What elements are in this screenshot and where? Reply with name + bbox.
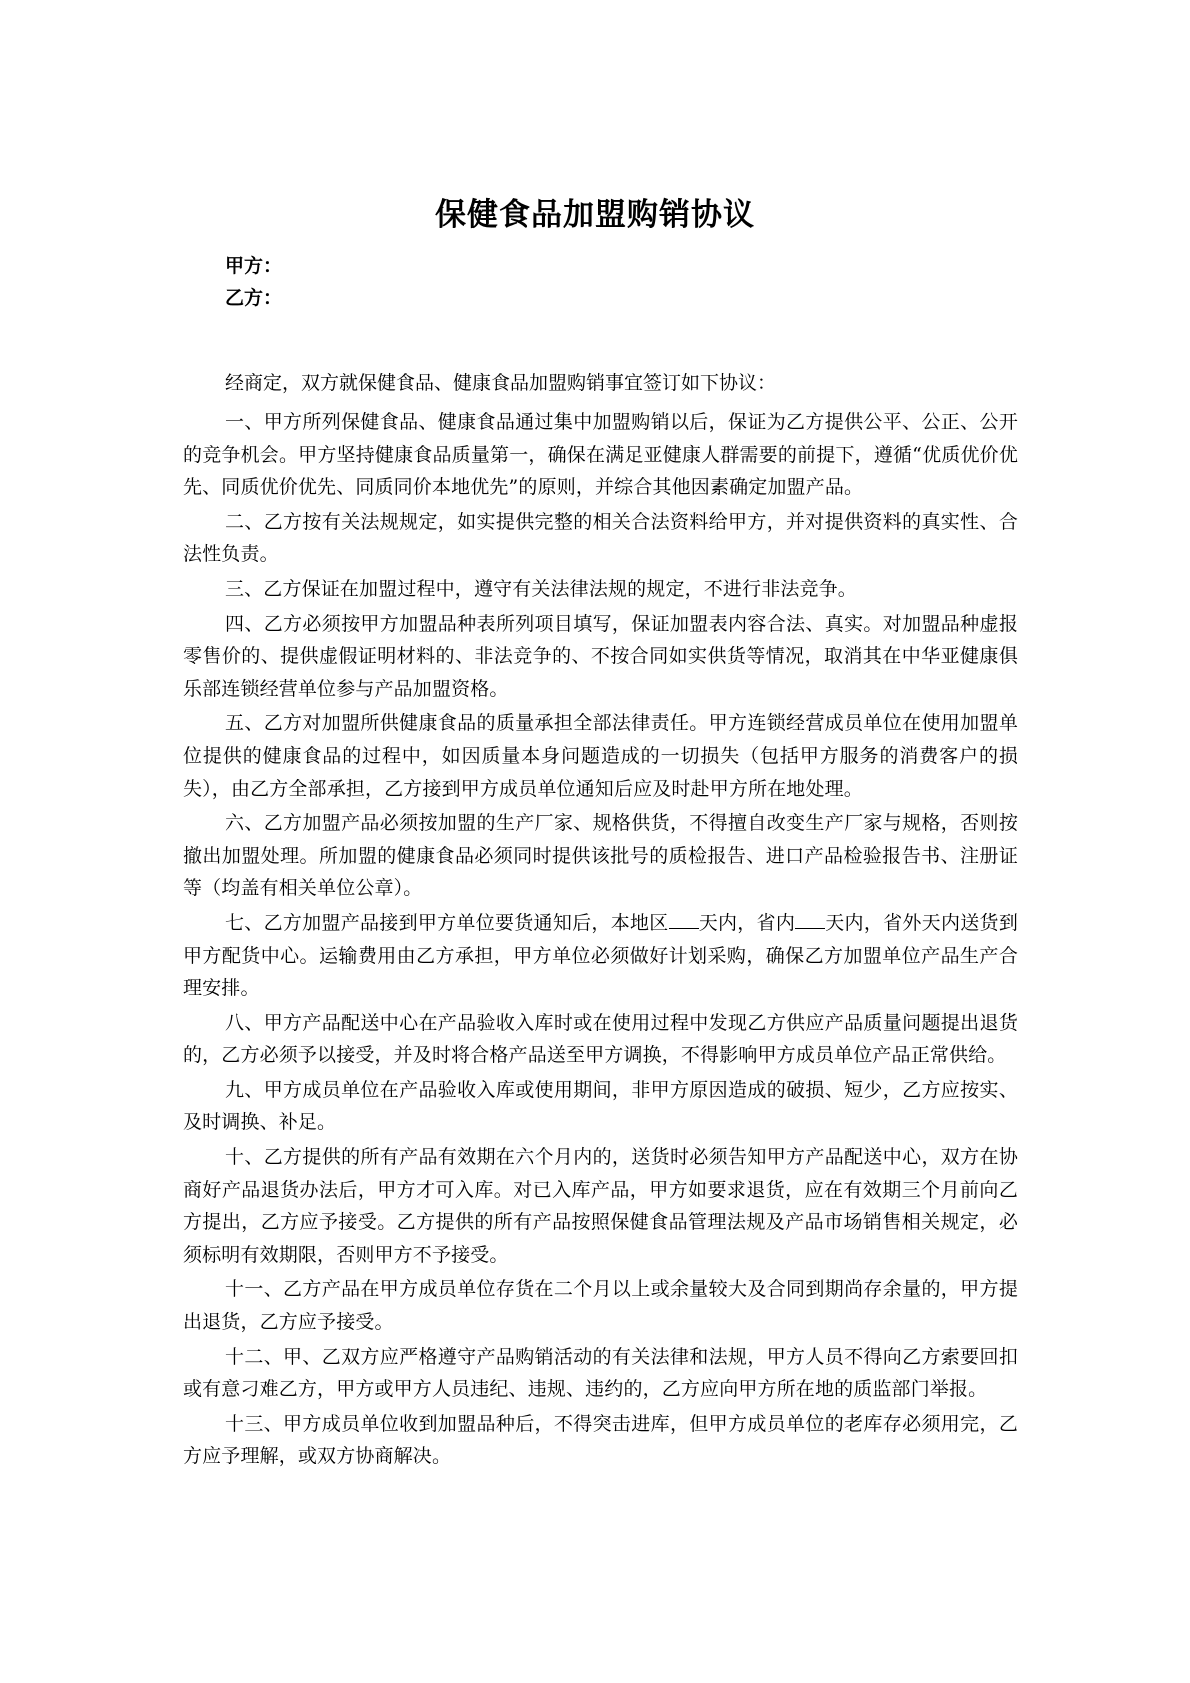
local-days-blank <box>669 908 699 929</box>
clause-2: 二、乙方按有关法规规定，如实提供完整的相关合法资料给甲方，并对提供资料的真实性、合法性负责。 <box>183 510 1018 566</box>
clause-11: 十一、乙方产品在甲方成员单位存货在二个月以上或余量较大及合同到期尚存余量的，甲方提出退货，乙方应予接受。 <box>183 1278 1018 1334</box>
clause-9: 九、甲方成员单位在产品验收入库或使用期间，非甲方原因造成的破损、短少，乙方应按实、及时调换、补足。 <box>183 1078 1018 1134</box>
clause-4: 四、乙方必须按甲方加盟品种表所列项目填写，保证加盟表内容合法、真实。对加盟品种虚报零售价的、提供虚假证明材料的、非法竞争的、不按合同如实供货等情况，取消其在中华亚健康俱乐部连锁经营单位参与产品加盟资格。 <box>183 612 1018 700</box>
clause-list <box>183 406 1018 1475</box>
clause-5: 五、乙方对加盟所供健康食品的质量承担全部法律责任。甲方连锁经营成员单位在使用加盟单位提供的健康食品的过程中，如因质量本身问题造成的一切损失（包括甲方服务的消费客户的损失），由乙方全部承担，乙方接到甲方成员单位通知后应及时赴甲方所在地处理。 <box>183 712 1018 800</box>
clause-7 <box>183 907 1018 1005</box>
province-days-blank <box>795 908 825 929</box>
party-a-label: 甲方： <box>225 255 283 277</box>
intro-paragraph: 经商定，双方就保健食品、健康食品加盟购销事宜签订如下协议： <box>225 372 777 394</box>
clause-10: 十、乙方提供的所有产品有效期在六个月内的，送货时必须告知甲方产品配送中心，双方在协商好产品退货办法后，甲方才可入库。对已入库产品，甲方如要求退货，应在有效期三个月前向乙方提出，乙方应予接受。乙方提供的所有产品按照保健食品管理法规及产品市场销售相关规定，必须标明有效期限，否则甲方不予接受。 <box>183 1146 1018 1266</box>
clause-8: 八、甲方产品配送中心在产品验收入库时或在使用过程中发现乙方供应产品质量问题提出退货的，乙方必须予以接受，并及时将合格产品送至甲方调换，不得影响甲方成员单位产品正常供给。 <box>183 1011 1018 1067</box>
clause-12: 十二、甲、乙双方应严格遵守产品购销活动的有关法律和法规，甲方人员不得向乙方索要回扣或有意刁难乙方，甲方或甲方人员违纪、违规、违约的，乙方应向甲方所在地的质监部门举报。 <box>183 1345 1018 1401</box>
clause-1: 一、甲方所列保健食品、健康食品通过集中加盟购销以后，保证为乙方提供公平、公正、公开的竞争机会。甲方坚持健康食品质量第一，确保在满足亚健康人群需要的前提下，遵循“优质优价优先、同质优价优先、同质同价本地优先”的原则，并综合其他因素确定加盟产品。 <box>183 411 1018 499</box>
clause-7-part1: 七、乙方加盟产品接到甲方单位要货通知后，本地区 <box>225 911 669 934</box>
clause-6: 六、乙方加盟产品必须按加盟的生产厂家、规格供货，不得擅自改变生产厂家与规格，否则按撤出加盟处理。所加盟的健康食品必须同时提供该批号的质检报告、进口产品检验报告书、注册证等（均盖有相关单位公章）。 <box>183 812 1018 900</box>
document-title: 保健食品加盟购销协议 <box>435 197 755 233</box>
clause-3: 三、乙方保证在加盟过程中，遵守有关法律法规的规定，不进行非法竞争。 <box>225 577 857 600</box>
party-b-label: 乙方： <box>225 287 283 309</box>
clause-7-part2: 天内，省内 <box>698 911 796 934</box>
clause-7-part3: 天内，省外天内送货到甲方配货中心。运输费用由乙方承担，甲方单位必须做好计划采购，确保乙方加盟单位产品生产合理安排。 <box>183 911 1018 1000</box>
clause-13: 十三、甲方成员单位收到加盟品种后，不得突击进库，但甲方成员单位的老库存必须用完，乙方应予理解，或双方协商解决。 <box>183 1412 1018 1468</box>
